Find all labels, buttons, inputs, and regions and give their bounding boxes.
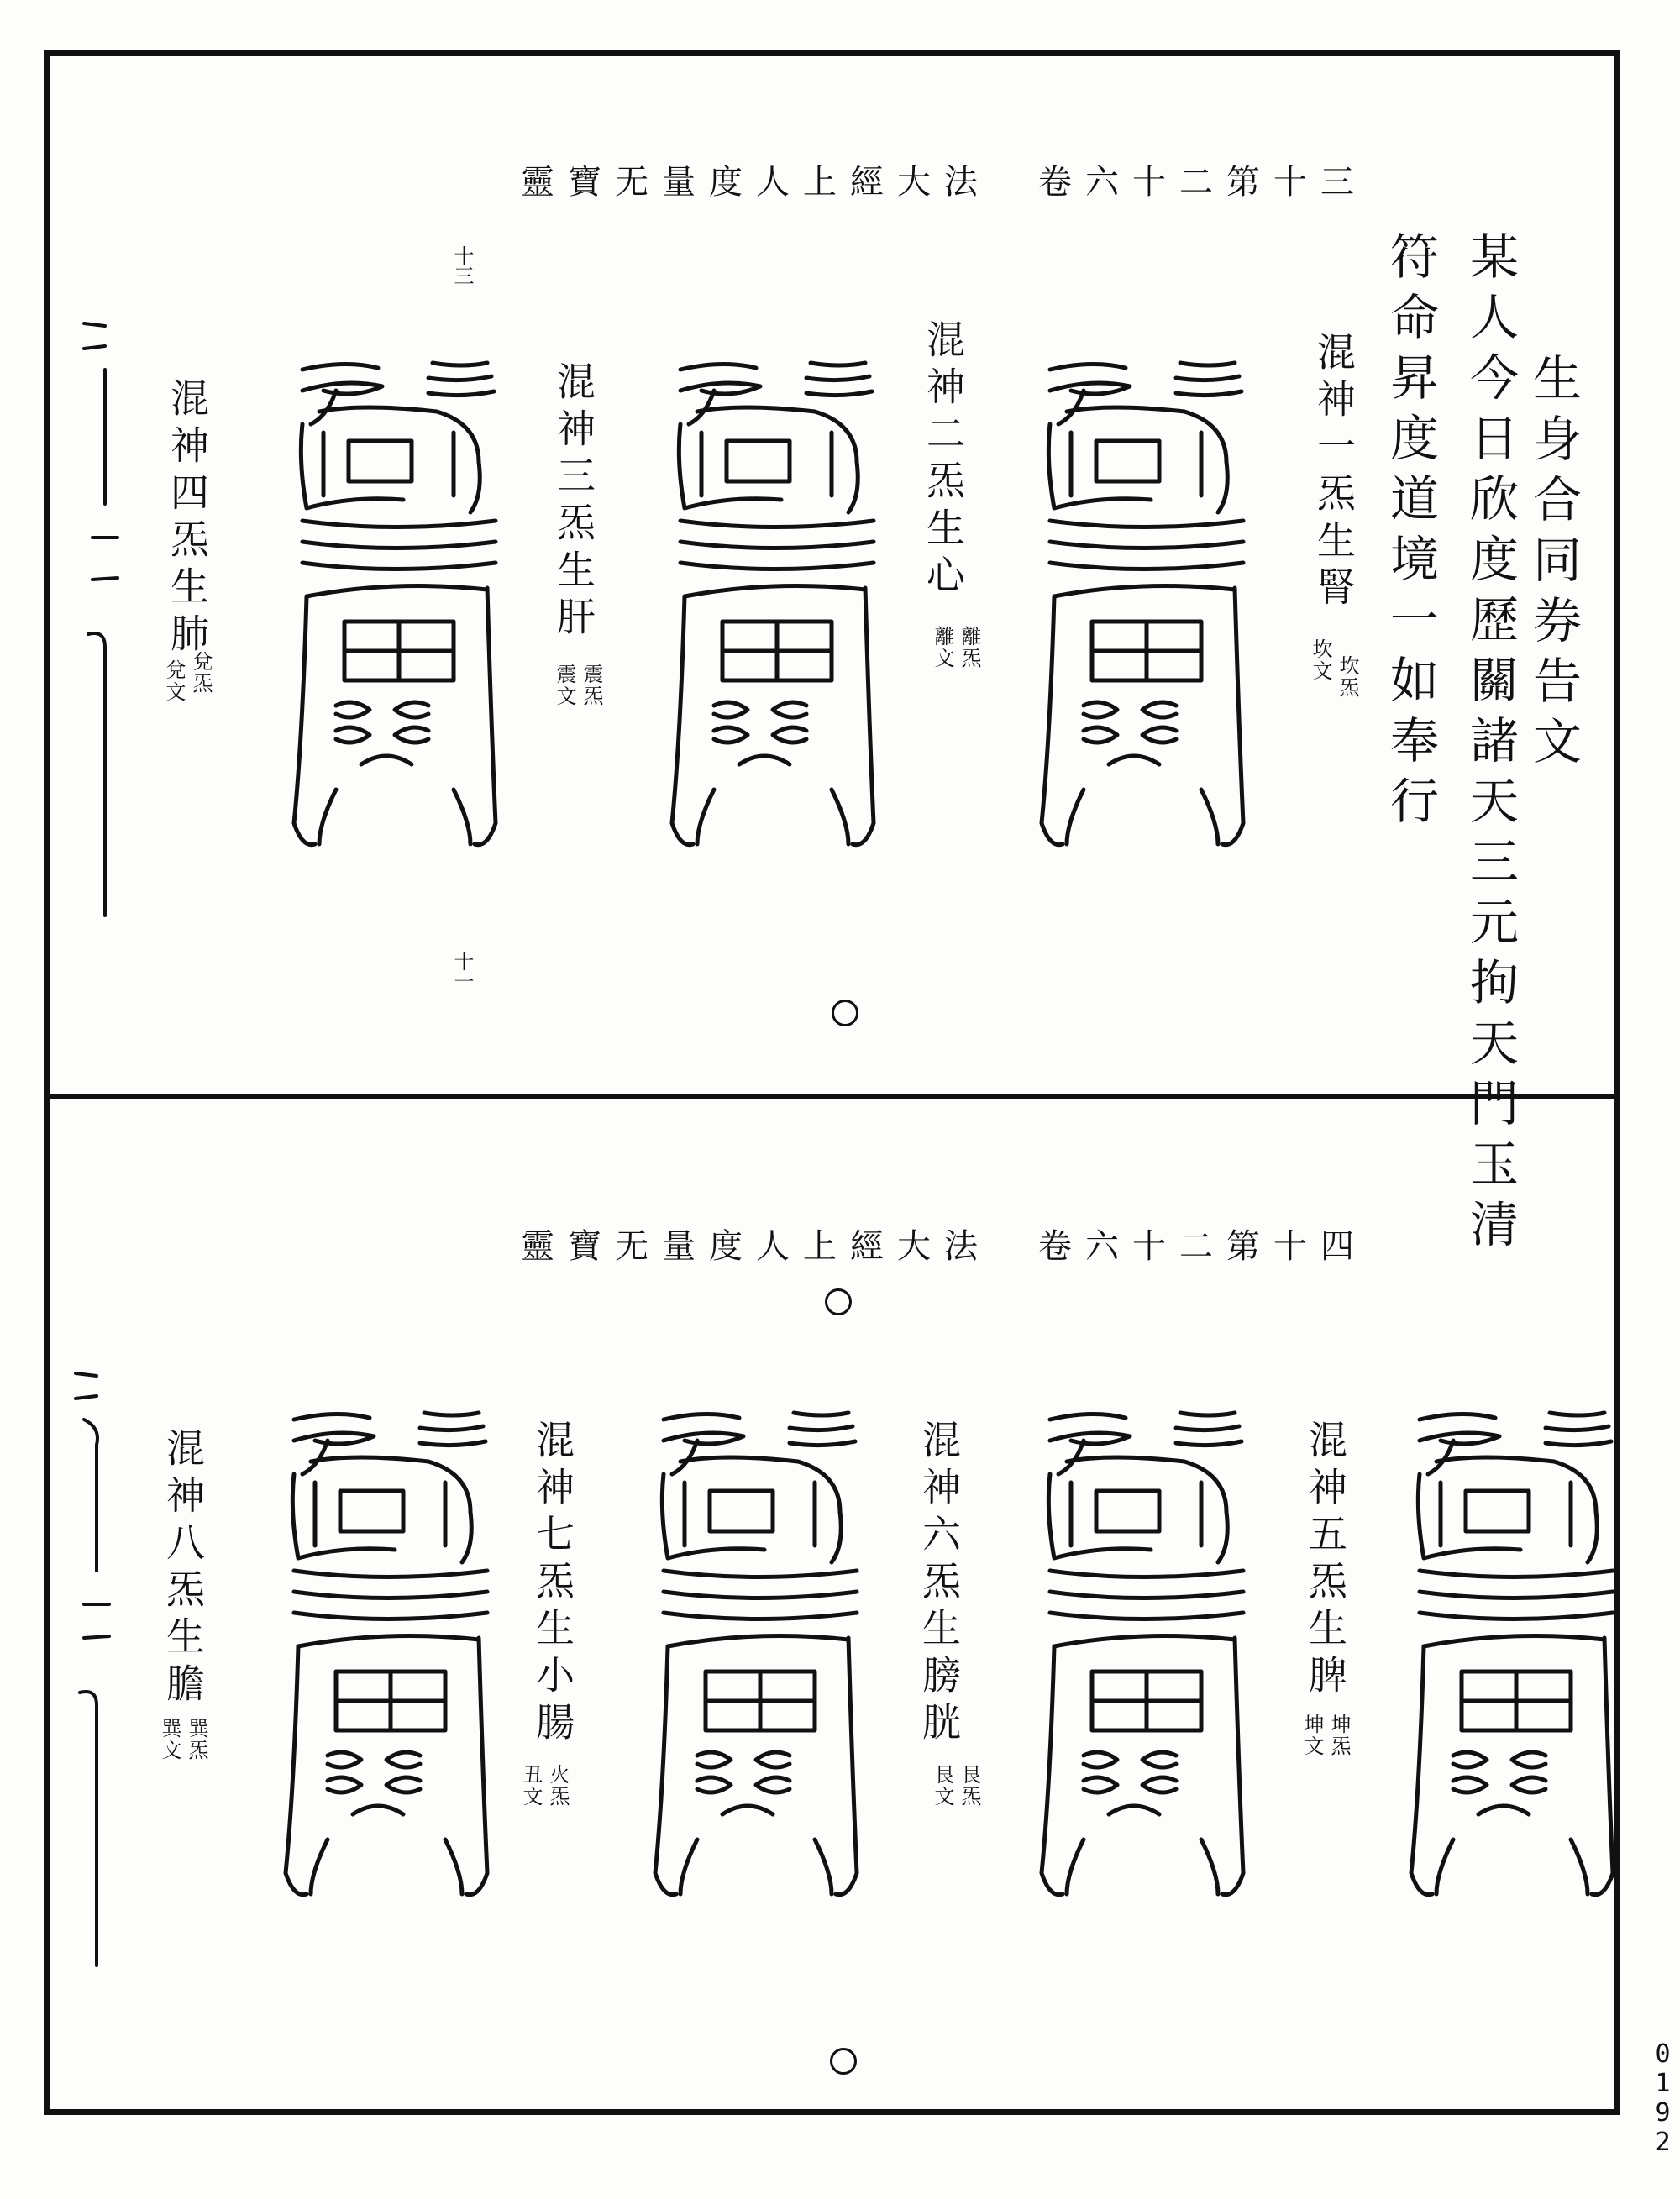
proclamation-title: 生身合同券告文	[1525, 353, 1582, 776]
caption-2: 混神二炁生心	[921, 319, 966, 601]
proclamation-line2: 符命昇度道境一如奉行	[1382, 231, 1439, 836]
proclamation-line1: 某人今日欣度歷關諸天三元拘天門玉清	[1462, 231, 1519, 1259]
talisman-8	[277, 1361, 496, 1949]
caption-5-note-a: 坤炁	[1327, 1714, 1351, 1757]
caption-8-note-a: 巽炁	[185, 1718, 208, 1761]
caption-3: 混神三炁生肝	[551, 361, 596, 643]
talisman-5	[1403, 1361, 1621, 1949]
caption-6-note-b: 艮文	[931, 1764, 954, 1808]
caption-3-note-b: 震文	[553, 664, 576, 707]
caption-1-note-b: 坎文	[1309, 638, 1332, 682]
bottom-page-header: 靈寶无量度人上經大法 卷六十二第十四	[521, 1227, 1368, 1266]
caption-1: 混神一炁生腎	[1311, 332, 1357, 614]
caption-5-note-b: 坤文	[1300, 1714, 1324, 1757]
page-divider	[44, 1094, 1620, 1099]
margin-number-top: 十三	[450, 245, 474, 286]
margin-number-bottom: 十一	[450, 951, 474, 991]
caption-5: 混神五炁生脾	[1303, 1420, 1348, 1702]
caption-7-note-b: 丑文	[519, 1764, 543, 1808]
caption-4: 混神四炁生肺	[165, 378, 210, 660]
caption-4-note-b: 兌文	[162, 659, 186, 703]
caption-6-note-a: 艮炁	[958, 1764, 981, 1808]
registration-circle	[832, 1000, 858, 1026]
caption-2-note-b: 離文	[931, 626, 954, 669]
caption-8: 混神八炁生膽	[160, 1428, 206, 1710]
edge-bracket-top	[80, 311, 130, 932]
talisman-2	[664, 311, 882, 899]
talisman-6	[1033, 1361, 1252, 1949]
registration-circle	[825, 1288, 852, 1315]
registration-circle	[830, 2048, 857, 2075]
caption-1-note-a: 坎炁	[1336, 655, 1359, 699]
top-page-header: 靈寶无量度人上經大法 卷六十二第十三	[521, 163, 1368, 202]
caption-8-note-b: 巽文	[158, 1718, 181, 1761]
caption-3-note-a: 震炁	[580, 664, 603, 707]
edge-bracket-bottom	[71, 1361, 122, 1982]
caption-6: 混神六炁生膀胱	[916, 1420, 962, 1749]
caption-4-note-a: 兌炁	[189, 651, 213, 695]
talisman-3	[286, 311, 504, 899]
caption-7-note-a: 火炁	[546, 1764, 570, 1808]
talisman-1	[1033, 311, 1252, 899]
caption-7: 混神七炁生小腸	[530, 1420, 575, 1749]
page-number: 0192	[1648, 2039, 1677, 2157]
caption-2-note-a: 離炁	[958, 626, 981, 669]
talisman-7	[647, 1361, 865, 1949]
